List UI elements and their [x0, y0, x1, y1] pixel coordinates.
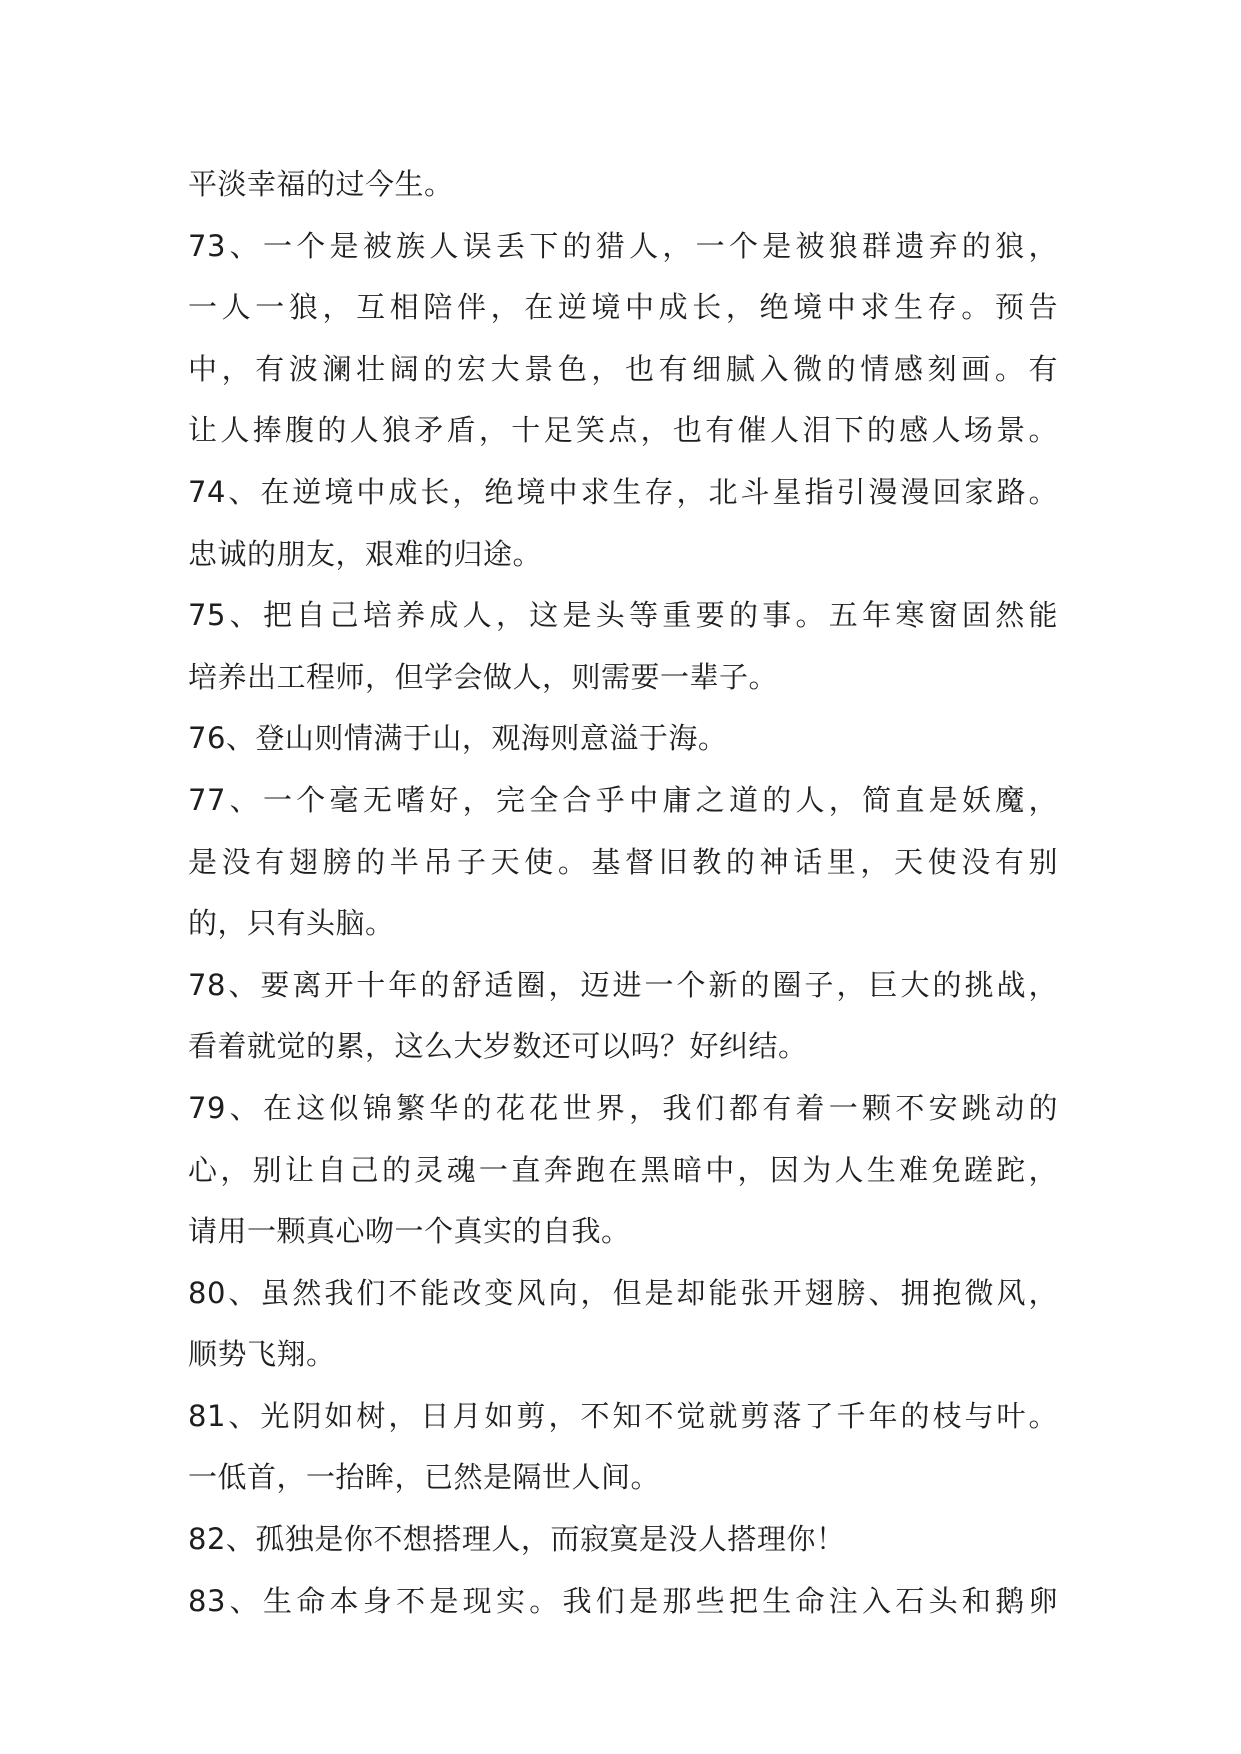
- text-line: 77、一个毫无嗜好，完全合乎中庸之道的人，简直是妖魔，: [188, 782, 1058, 817]
- text-line: 81、光阴如树，日月如剪，不知不觉就剪落了千年的枝与叶。: [188, 1398, 1058, 1433]
- text-line: 79、在这似锦繁华的花花世界，我们都有着一颗不安跳动的: [188, 1090, 1058, 1125]
- text-line: 一人一狼，互相陪伴，在逆境中成长，绝境中求生存。预告: [188, 290, 1058, 325]
- text-line: 中，有波澜壮阔的宏大景色，也有细腻入微的情感刻画。有: [188, 351, 1058, 386]
- text-line: 看着就觉的累，这么大岁数还可以吗？好纠结。: [188, 1029, 808, 1064]
- text-line: 78、要离开十年的舒适圈，迈进一个新的圈子，巨大的挑战，: [188, 967, 1058, 1002]
- text-line: 一低首，一抬眸，已然是隔世人间。: [188, 1460, 661, 1495]
- text-line: 培养出工程师，但学会做人，则需要一辈子。: [188, 659, 779, 694]
- text-line: 请用一颗真心吻一个真实的自我。: [188, 1214, 631, 1249]
- text-line: 平淡幸福的过今生。: [188, 167, 454, 201]
- text-line: 74、在逆境中成长，绝境中求生存，北斗星指引漫漫回家路。: [188, 474, 1058, 509]
- text-line: 是没有翅膀的半吊子天使。基督旧教的神话里，天使没有别: [188, 844, 1058, 879]
- text-line: 忠诚的朋友，艰难的归途。: [188, 536, 543, 571]
- text-line: 让人捧腹的人狼矛盾，十足笑点，也有催人泪下的感人场景。: [188, 413, 1058, 448]
- text-line: 80、虽然我们不能改变风向，但是却能张开翅膀、拥抱微风，: [188, 1275, 1058, 1310]
- text-line: 的，只有头脑。: [188, 906, 395, 941]
- document-body: [188, 154, 1058, 1632]
- text-line: 82、孤独是你不想搭理人，而寂寞是没人搭理你！: [188, 1522, 846, 1557]
- text-line: 顺势飞翔。: [188, 1337, 336, 1372]
- text-line: 75、把自己培养成人，这是头等重要的事。五年寒窗固然能: [188, 598, 1058, 633]
- text-line: 83、生命本身不是现实。我们是那些把生命注入石头和鹅卵: [188, 1583, 1058, 1618]
- text-line: 心，别让自己的灵魂一直奔跑在黑暗中，因为人生难免蹉跎，: [188, 1152, 1058, 1187]
- text-line: 73、一个是被族人误丢下的猎人，一个是被狼群遗弃的狼，: [188, 228, 1058, 263]
- text-line: 76、登山则情满于山，观海则意溢于海。: [188, 721, 728, 756]
